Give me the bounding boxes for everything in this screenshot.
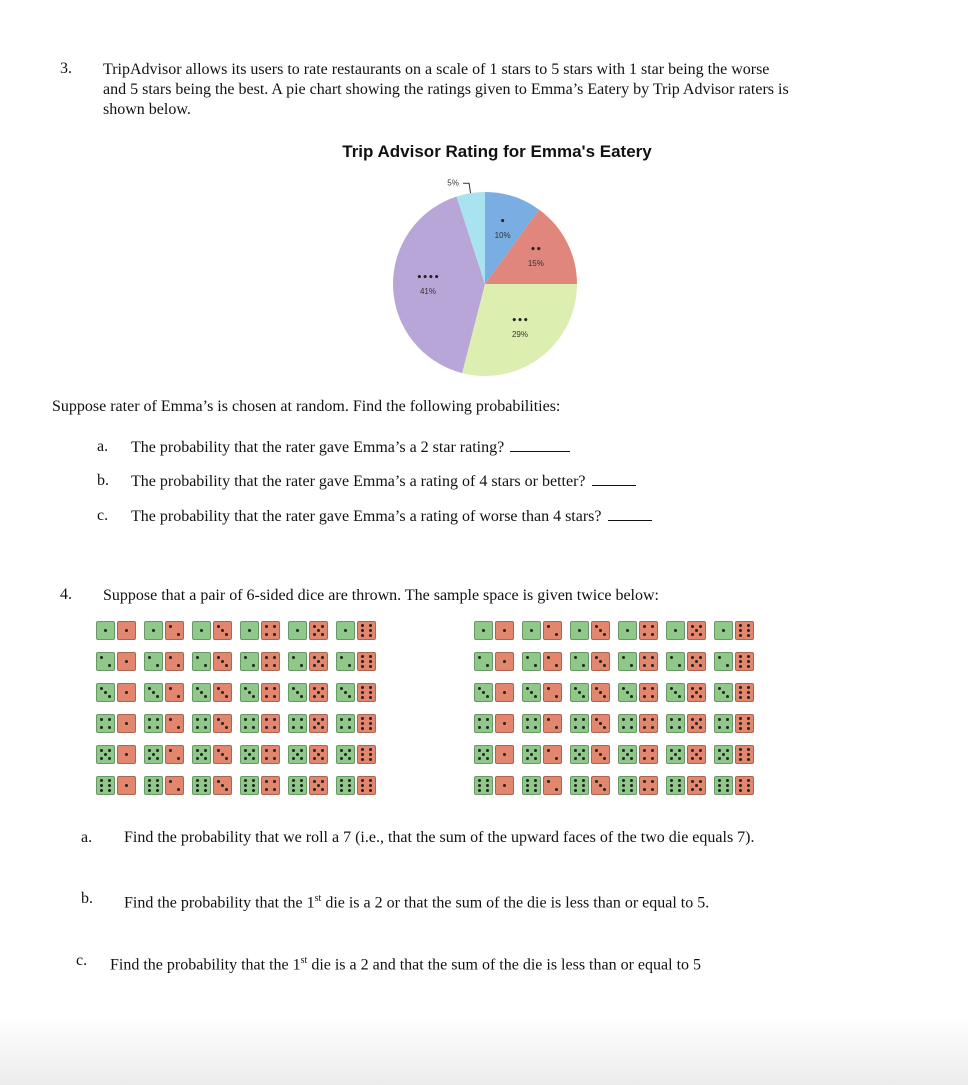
second-die-1 <box>117 621 136 640</box>
first-die-6 <box>192 776 211 795</box>
second-die-6 <box>357 621 376 640</box>
second-die-1 <box>495 776 514 795</box>
first-die-1 <box>240 621 259 640</box>
dice-outcome-2-5 <box>288 652 336 683</box>
second-die-1 <box>117 652 136 671</box>
dice-outcome-5-3 <box>192 745 240 776</box>
dice-outcome-6-6 <box>336 776 384 807</box>
q4-part-b-label: b. <box>81 890 93 907</box>
second-die-1 <box>117 714 136 733</box>
second-die-2 <box>165 745 184 764</box>
dice-outcome-6-4 <box>618 776 666 807</box>
second-die-2 <box>165 714 184 733</box>
second-die-6 <box>357 652 376 671</box>
q4-part-a-text: Find the probability that we roll a 7 (i.e., that the sum of the upward faces of the two die equals 7). <box>124 829 755 846</box>
dice-outcome-1-5 <box>288 621 336 652</box>
pie-star-label-1: • <box>499 216 506 227</box>
second-die-5 <box>687 714 706 733</box>
first-die-1 <box>96 621 115 640</box>
pie-pct-label-2: 15% <box>527 259 544 269</box>
question-3-text-line-3: shown below. <box>103 101 191 118</box>
second-die-4 <box>639 714 658 733</box>
dice-outcome-4-4 <box>618 714 666 745</box>
first-die-1 <box>522 621 541 640</box>
answer-blank-3b[interactable] <box>592 471 636 486</box>
dice-outcome-2-3 <box>192 652 240 683</box>
first-die-3 <box>714 683 733 702</box>
first-die-1 <box>192 621 211 640</box>
q4-part-c-label: c. <box>76 952 88 969</box>
first-die-3 <box>192 683 211 702</box>
first-die-4 <box>666 714 685 733</box>
second-die-4 <box>261 621 280 640</box>
second-die-3 <box>591 652 610 671</box>
dice-outcome-4-6 <box>336 714 384 745</box>
dice-outcome-4-5 <box>288 714 336 745</box>
dice-outcome-2-3 <box>570 652 618 683</box>
q4-part-b-text-end: die is a 2 or that the sum of the die is less than or equal to 5. <box>321 894 710 912</box>
dice-outcome-5-4 <box>618 745 666 776</box>
second-die-4 <box>639 683 658 702</box>
second-die-1 <box>495 745 514 764</box>
second-die-3 <box>213 621 232 640</box>
pie-pct-label-5: 5% <box>447 178 459 188</box>
dice-outcome-4-4 <box>240 714 288 745</box>
first-die-2 <box>618 652 637 671</box>
second-die-3 <box>591 621 610 640</box>
second-die-6 <box>735 714 754 733</box>
second-die-6 <box>357 714 376 733</box>
question-4-number: 4. <box>60 586 72 603</box>
dice-outcome-5-2 <box>522 745 570 776</box>
first-die-1 <box>288 621 307 640</box>
second-die-3 <box>591 714 610 733</box>
answer-blank-3a[interactable] <box>510 437 570 452</box>
second-die-5 <box>309 714 328 733</box>
first-die-2 <box>336 652 355 671</box>
second-die-6 <box>357 745 376 764</box>
second-die-2 <box>543 621 562 640</box>
dice-outcome-6-2 <box>522 776 570 807</box>
second-die-3 <box>591 745 610 764</box>
dice-outcome-4-2 <box>144 714 192 745</box>
dice-outcome-2-1 <box>96 652 144 683</box>
second-die-1 <box>117 683 136 702</box>
first-die-3 <box>336 683 355 702</box>
dice-outcome-2-1 <box>474 652 522 683</box>
dice-outcome-3-4 <box>240 683 288 714</box>
chart-title: Trip Advisor Rating for Emma's Eatery <box>342 142 652 161</box>
first-die-4 <box>288 714 307 733</box>
q3-part-c-text: The probability that the rater gave Emma’s a rating of worse than 4 stars? <box>131 508 602 525</box>
first-die-1 <box>570 621 589 640</box>
first-die-4 <box>714 714 733 733</box>
first-die-6 <box>96 776 115 795</box>
dice-outcome-1-6 <box>336 621 384 652</box>
first-die-2 <box>474 652 493 671</box>
first-die-1 <box>474 621 493 640</box>
second-die-3 <box>591 776 610 795</box>
second-die-5 <box>309 683 328 702</box>
first-die-3 <box>666 683 685 702</box>
first-die-4 <box>336 714 355 733</box>
second-die-2 <box>165 776 184 795</box>
first-die-5 <box>240 745 259 764</box>
dice-outcome-6-5 <box>288 776 336 807</box>
first-die-5 <box>96 745 115 764</box>
q3-part-c <box>131 506 652 527</box>
second-die-4 <box>639 745 658 764</box>
first-die-5 <box>570 745 589 764</box>
first-die-4 <box>192 714 211 733</box>
second-die-3 <box>591 683 610 702</box>
first-die-2 <box>570 652 589 671</box>
q4-part-c <box>110 951 701 975</box>
first-die-5 <box>288 745 307 764</box>
second-die-5 <box>309 745 328 764</box>
dice-outcome-1-2 <box>144 621 192 652</box>
dice-outcome-5-5 <box>288 745 336 776</box>
second-die-5 <box>687 621 706 640</box>
dice-outcome-3-2 <box>522 683 570 714</box>
pie-star-label-2: •• <box>530 245 542 256</box>
first-die-2 <box>96 652 115 671</box>
second-die-6 <box>357 683 376 702</box>
first-die-5 <box>192 745 211 764</box>
second-die-6 <box>735 776 754 795</box>
dice-outcome-3-5 <box>666 683 714 714</box>
second-die-5 <box>687 776 706 795</box>
dice-outcome-5-3 <box>570 745 618 776</box>
second-die-4 <box>261 683 280 702</box>
second-die-2 <box>543 745 562 764</box>
dice-outcome-2-4 <box>618 652 666 683</box>
first-die-6 <box>570 776 589 795</box>
second-die-6 <box>357 776 376 795</box>
first-die-6 <box>714 776 733 795</box>
dice-outcome-3-2 <box>144 683 192 714</box>
first-die-6 <box>144 776 163 795</box>
q3-part-b-label: b. <box>97 472 109 489</box>
first-die-5 <box>666 745 685 764</box>
dice-outcome-2-5 <box>666 652 714 683</box>
dice-outcome-5-2 <box>144 745 192 776</box>
pie-pct-label-1: 10% <box>494 230 511 240</box>
first-die-4 <box>96 714 115 733</box>
first-die-4 <box>144 714 163 733</box>
second-die-5 <box>687 745 706 764</box>
dice-outcome-3-5 <box>288 683 336 714</box>
dice-outcome-5-6 <box>714 745 762 776</box>
q3-part-b <box>131 471 636 492</box>
q4-part-c-superscript: st <box>300 955 308 966</box>
second-die-3 <box>213 714 232 733</box>
pie-star-label-3: ••• <box>511 316 529 327</box>
first-die-6 <box>474 776 493 795</box>
answer-blank-3c[interactable] <box>608 506 652 521</box>
pie-star-label-4: •••• <box>416 272 440 283</box>
first-die-3 <box>570 683 589 702</box>
dice-outcome-6-2 <box>144 776 192 807</box>
question-3-text-line-2: and 5 stars being the best. A pie chart showing the ratings given to Emma’s Eatery by Trip Advisor raters is <box>103 81 789 98</box>
second-die-1 <box>117 745 136 764</box>
first-die-5 <box>618 745 637 764</box>
second-die-4 <box>261 652 280 671</box>
dice-outcome-6-4 <box>240 776 288 807</box>
dice-outcome-4-6 <box>714 714 762 745</box>
second-die-2 <box>165 683 184 702</box>
second-die-1 <box>495 652 514 671</box>
first-die-5 <box>336 745 355 764</box>
second-die-3 <box>213 776 232 795</box>
second-die-3 <box>213 745 232 764</box>
first-die-6 <box>336 776 355 795</box>
first-die-3 <box>522 683 541 702</box>
q3-part-c-label: c. <box>97 507 109 524</box>
first-die-3 <box>288 683 307 702</box>
second-die-6 <box>735 652 754 671</box>
dice-outcome-6-3 <box>192 776 240 807</box>
pie-leader-line-5-star <box>463 183 471 193</box>
dice-outcome-1-2 <box>522 621 570 652</box>
pie-pct-label-4: 41% <box>419 286 436 296</box>
first-die-5 <box>144 745 163 764</box>
dice-outcome-2-6 <box>336 652 384 683</box>
q4-part-b-text-start: Find the probability that the 1 <box>124 894 315 912</box>
second-die-5 <box>687 683 706 702</box>
second-die-1 <box>495 621 514 640</box>
q3-part-a-label: a. <box>97 438 109 455</box>
q4-part-b-superscript: st <box>314 893 322 904</box>
second-die-2 <box>543 683 562 702</box>
first-die-5 <box>522 745 541 764</box>
dice-outcome-3-3 <box>192 683 240 714</box>
first-die-3 <box>144 683 163 702</box>
q3-part-b-text: The probability that the rater gave Emma’s a rating of 4 stars or better? <box>131 473 586 490</box>
dice-outcome-1-4 <box>240 621 288 652</box>
second-die-2 <box>543 714 562 733</box>
first-die-1 <box>666 621 685 640</box>
dice-outcome-6-1 <box>474 776 522 807</box>
dice-outcome-1-3 <box>192 621 240 652</box>
dice-outcome-1-3 <box>570 621 618 652</box>
second-die-2 <box>543 652 562 671</box>
q4-part-b <box>124 889 709 913</box>
question-3-text-line-1: TripAdvisor allows its users to rate restaurants on a scale of 1 stars to 5 stars with 1 star being the worse <box>103 61 770 78</box>
second-die-5 <box>687 652 706 671</box>
dice-outcome-5-6 <box>336 745 384 776</box>
second-die-5 <box>309 776 328 795</box>
second-die-6 <box>735 683 754 702</box>
first-die-4 <box>474 714 493 733</box>
dice-outcome-3-3 <box>570 683 618 714</box>
dice-outcome-1-1 <box>96 621 144 652</box>
second-die-5 <box>309 621 328 640</box>
dice-outcome-5-1 <box>474 745 522 776</box>
dice-outcome-4-1 <box>96 714 144 745</box>
dice-sample-space-left <box>96 621 384 807</box>
page-bottom-shadow <box>0 1015 968 1085</box>
pie-pct-label-3: 29% <box>511 330 528 340</box>
dice-outcome-2-6 <box>714 652 762 683</box>
q4-part-a-label: a. <box>81 829 93 846</box>
dice-outcome-2-2 <box>522 652 570 683</box>
dice-outcome-2-2 <box>144 652 192 683</box>
q3-part-a-text: The probability that the rater gave Emma’s a 2 star rating? <box>131 439 505 456</box>
question-3-intro: Suppose rater of Emma’s is chosen at random. Find the following probabilities: <box>52 398 561 415</box>
q4-part-c-text-end: die is a 2 and that the sum of the die is less than or equal to 5 <box>307 956 702 974</box>
first-die-2 <box>192 652 211 671</box>
second-die-4 <box>261 776 280 795</box>
first-die-3 <box>474 683 493 702</box>
first-die-1 <box>618 621 637 640</box>
dice-outcome-2-4 <box>240 652 288 683</box>
dice-outcome-3-4 <box>618 683 666 714</box>
first-die-4 <box>618 714 637 733</box>
dice-outcome-6-5 <box>666 776 714 807</box>
second-die-5 <box>309 652 328 671</box>
dice-outcome-1-5 <box>666 621 714 652</box>
pie-chart <box>380 168 590 388</box>
second-die-6 <box>735 621 754 640</box>
second-die-1 <box>495 714 514 733</box>
dice-outcome-6-1 <box>96 776 144 807</box>
second-die-4 <box>639 621 658 640</box>
first-die-3 <box>96 683 115 702</box>
second-die-4 <box>639 652 658 671</box>
first-die-3 <box>240 683 259 702</box>
first-die-6 <box>240 776 259 795</box>
dice-outcome-6-6 <box>714 776 762 807</box>
first-die-2 <box>288 652 307 671</box>
dice-outcome-4-5 <box>666 714 714 745</box>
second-die-2 <box>165 621 184 640</box>
first-die-2 <box>522 652 541 671</box>
dice-outcome-4-3 <box>570 714 618 745</box>
second-die-3 <box>213 683 232 702</box>
first-die-1 <box>336 621 355 640</box>
second-die-4 <box>261 745 280 764</box>
dice-outcome-4-3 <box>192 714 240 745</box>
first-die-6 <box>522 776 541 795</box>
dice-outcome-4-1 <box>474 714 522 745</box>
question-4-text: Suppose that a pair of 6-sided dice are thrown. The sample space is given twice below: <box>103 587 659 604</box>
dice-outcome-1-6 <box>714 621 762 652</box>
second-die-6 <box>735 745 754 764</box>
first-die-4 <box>570 714 589 733</box>
question-3-number: 3. <box>60 60 72 77</box>
first-die-2 <box>240 652 259 671</box>
dice-outcome-3-1 <box>96 683 144 714</box>
first-die-2 <box>666 652 685 671</box>
q3-part-a <box>131 437 570 458</box>
second-die-4 <box>639 776 658 795</box>
second-die-3 <box>213 652 232 671</box>
second-die-4 <box>261 714 280 733</box>
first-die-6 <box>288 776 307 795</box>
dice-outcome-3-6 <box>714 683 762 714</box>
first-die-5 <box>714 745 733 764</box>
dice-outcome-3-1 <box>474 683 522 714</box>
dice-outcome-3-6 <box>336 683 384 714</box>
first-die-1 <box>144 621 163 640</box>
dice-outcome-1-4 <box>618 621 666 652</box>
dice-outcome-5-4 <box>240 745 288 776</box>
second-die-1 <box>495 683 514 702</box>
first-die-3 <box>618 683 637 702</box>
dice-outcome-6-3 <box>570 776 618 807</box>
first-die-2 <box>714 652 733 671</box>
first-die-1 <box>714 621 733 640</box>
second-die-2 <box>165 652 184 671</box>
first-die-6 <box>618 776 637 795</box>
second-die-1 <box>117 776 136 795</box>
second-die-2 <box>543 776 562 795</box>
dice-outcome-1-1 <box>474 621 522 652</box>
dice-outcome-5-1 <box>96 745 144 776</box>
first-die-6 <box>666 776 685 795</box>
dice-outcome-5-5 <box>666 745 714 776</box>
first-die-5 <box>474 745 493 764</box>
first-die-2 <box>144 652 163 671</box>
q4-part-c-text-start: Find the probability that the 1 <box>110 956 301 974</box>
first-die-4 <box>240 714 259 733</box>
dice-sample-space-right <box>474 621 762 807</box>
dice-outcome-4-2 <box>522 714 570 745</box>
first-die-4 <box>522 714 541 733</box>
